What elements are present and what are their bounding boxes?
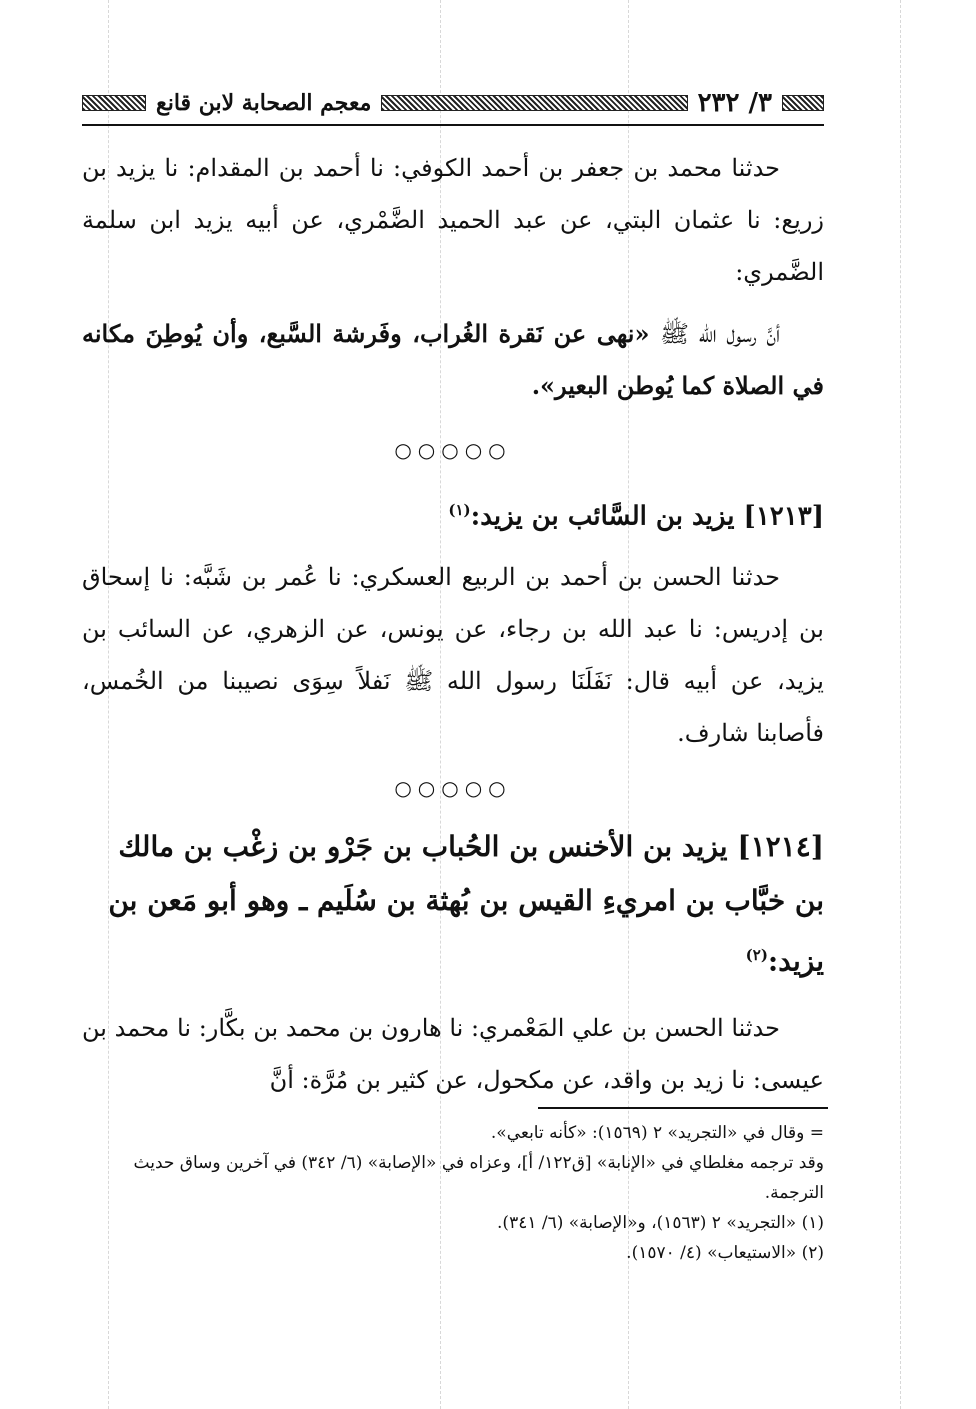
footnote-2: (٢) «الاستيعاب» (٤/ ١٥٧٠). bbox=[626, 1243, 824, 1263]
footnote-extra: وقد ترجمه مغلطاي في «الإنابة» [ق١٢٢/ أ]، وعزاه في «الإصابة» (٦/ ٣٤٢) في آخرين وساق حديث الترجمة. bbox=[133, 1153, 824, 1203]
header-ornament bbox=[82, 95, 146, 111]
running-header bbox=[82, 86, 824, 120]
header-rule bbox=[82, 124, 824, 126]
footnote-rule bbox=[538, 1107, 828, 1109]
footnote-ref: (٢) bbox=[745, 946, 768, 964]
intro-isnad: حدثنا محمد بن جعفر بن أحمد الكوفي: نا أحمد بن المقدام: نا يزيد بن زريع: نا عثمان البتي، عن عبد الحميد الضَّمْري، عن أبيه يزيد ابن سلمة الضَّمري: bbox=[82, 154, 824, 286]
entry-heading bbox=[82, 820, 824, 988]
footnotes bbox=[92, 1118, 824, 1268]
entry-text: حدثنا الحسن بن أحمد بن الربيع العسكري: نا عُمر بن شَبَّه: نا إسحاق بن إدريس: نا عبد الله بن رجاء، عن يونس، عن الزهري، عن السائب بن يزيد، عن أبيه قال: نَفَلَنَا رسول الله ﷺ نَفلاً سِوَى نصيبنا من الخُمس، فأصابنا شارف. bbox=[82, 562, 824, 747]
entry-1213 bbox=[82, 484, 824, 759]
page-number: ٣/ ٢٣٢ bbox=[697, 88, 772, 118]
entry-text: حدثنا الحسن بن علي المَعْمري: نا هارون بن محمد بن بكَّار: نا محمد بن عيسى: نا زيد بن واقد، عن مكحول، عن كثير بن مُرَّة: أنَّ bbox=[82, 1014, 824, 1095]
section-divider: ○○○○○ bbox=[394, 438, 512, 462]
entry-heading bbox=[82, 484, 824, 543]
book-title: معجم الصحابة لابن قانع bbox=[156, 90, 372, 116]
section-divider: ○○○○○ bbox=[394, 776, 512, 800]
entry-1214 bbox=[82, 820, 824, 1106]
scan-line bbox=[900, 0, 901, 1409]
entry-heading-text: [١٢١٣] يزيد بن السَّائب بن يزيد: bbox=[470, 501, 824, 532]
footnote-ref: (١) bbox=[448, 501, 471, 519]
footnote-1: (١) «التجريد» ٢ (١٥٦٣)، و«الإصابة» (٦/ ٣٤١). bbox=[497, 1213, 824, 1233]
footnote-continuation: = وقال في «التجريد» ٢ (١٥٦٩): «كأنه تابعي». bbox=[490, 1123, 824, 1143]
header-ornament bbox=[782, 95, 824, 111]
intro-matn-lead: أنَّ رسول الله ﷺ bbox=[659, 320, 780, 348]
intro-hadith bbox=[82, 142, 824, 412]
entry-heading-text: [١٢١٤] يزيد بن الأخنس بن الحُباب بن جَرْو بن زغْب بن مالك بن خبَّاب بن امريءِ القيس بن بُهثة بن سُلَيم ـ وهو أبو مَعن بن يزيد: bbox=[108, 830, 824, 978]
header-ornament bbox=[381, 95, 687, 111]
intro-matn bbox=[82, 308, 824, 412]
intro-matn-text: «نهى عن نَقرة الغُراب، وفَرشة السَّبع، وأن يُوطِنَ مكانه في الصلاة كما يُوطن البعير». bbox=[82, 319, 824, 400]
